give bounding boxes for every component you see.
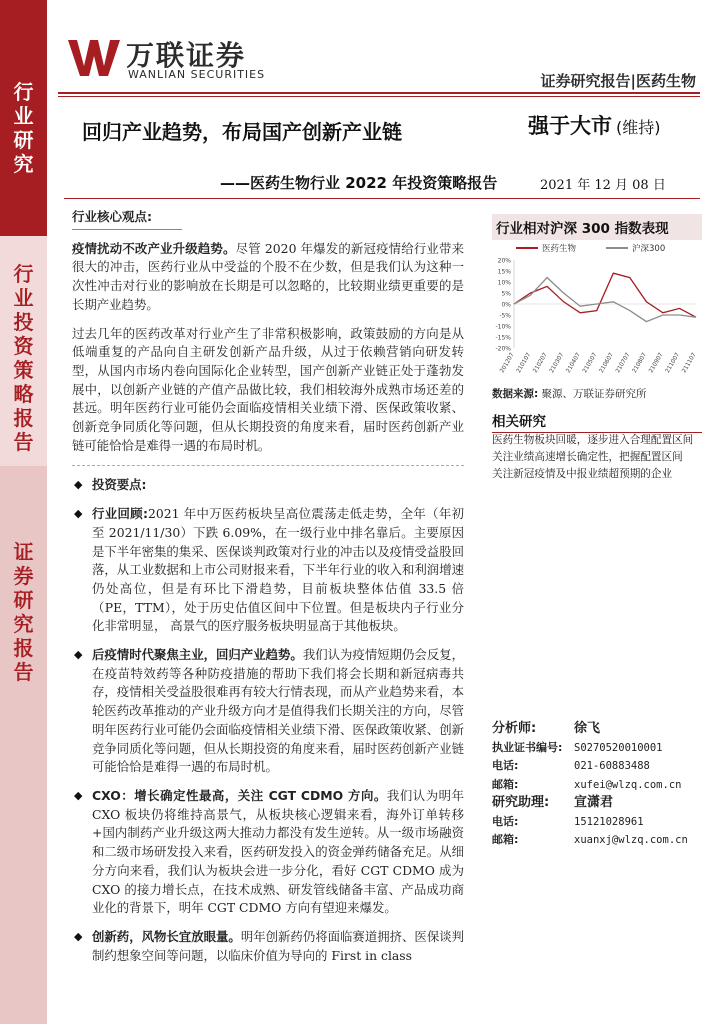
report-date: 2021 年 12 月 08 日 <box>540 178 666 193</box>
related-item[interactable]: 关注业绩高速增长确定性，把握配置区间 <box>492 451 683 463</box>
core-paragraph-1 <box>72 240 464 315</box>
chart-svg <box>492 238 702 378</box>
x-tick-label: 210907 <box>648 352 665 375</box>
analyst-cert-row <box>492 739 702 758</box>
y-tick-label: 0% <box>501 301 511 309</box>
core-p1-bold: 疫情扰动不改产业升级趋势。 <box>72 240 236 256</box>
cert-number: S0270520010001 <box>574 741 663 754</box>
assistant-name: 宣潇君 <box>574 795 614 810</box>
bullet-4-bold: 创新药，风物长宜放眼量。 <box>92 928 241 944</box>
x-tick-label: 211107 <box>681 352 698 375</box>
y-tick-label: -15% <box>495 334 511 342</box>
series-line <box>514 273 696 317</box>
x-tick-label: 210307 <box>549 352 566 375</box>
x-tick-label: 211007 <box>664 352 682 375</box>
cert-label: 执业证书编号: <box>492 740 563 754</box>
bullet-1-text: 2021 年中万医药板块呈高位震荡走低走势，全年（年初至 2021/11/30）下跌 6.09%，在一级行业中排名靠后。主要原因是下半年密集的集采、医保谈判政策对行业的冲击以及疫情受益股回落，从工业数据和上市公司财报来看，下半年行业的收入和利润增速仍处高位，但是有环比下滑趋势，目前板块整体估值 33.5 倍（PE，TTM），处于历史估值区间中下位置。但是板块内子行业分化非常明显， 高景气的医疗服务板块明显高于其他板块。 <box>92 506 464 634</box>
y-tick-label: 5% <box>501 290 511 298</box>
legend-label: 沪深300 <box>632 244 666 254</box>
sidebar-label-report: 证 券 研 究 报 告 <box>13 540 34 684</box>
chart-heading: 行业相对沪深 300 指数表现 <box>492 214 702 240</box>
x-tick-label: 210407 <box>565 352 582 375</box>
core-p1-text: 尽管 2020 年爆发的新冠疫情给行业带来很大的冲击，医药行业从中受益的个股不在少数，但是我们认为这种一次性冲击对行业的影响放在长期是可以忽略的，比较期业绩更重要的是长期产业趋势。 <box>72 240 464 312</box>
mail-label: 邮箱: <box>492 777 519 791</box>
header-rule <box>58 92 700 94</box>
related-research-list <box>492 432 702 483</box>
analyst-mail-row <box>492 776 702 795</box>
analyst-tel-row <box>492 757 702 776</box>
y-tick-label: 15% <box>497 268 511 276</box>
analyst-info <box>492 720 702 850</box>
x-tick-label: 201207 <box>499 352 516 375</box>
x-tick-label: 210507 <box>582 352 599 375</box>
bullet-4-text: 明年创新药仍将面临赛道拥挤、医保谈判制约想象空间等问题，以临床价值为导向的 First in class <box>92 928 465 963</box>
y-tick-label: 20% <box>497 257 511 265</box>
assistant-tel-row <box>492 813 702 832</box>
y-tick-label: -20% <box>495 345 511 353</box>
logo-english-name: WANLIAN SECURITIES <box>128 68 266 81</box>
document-type: 证券研究报告|医药生物 <box>540 72 696 90</box>
invest-heading <box>72 476 464 495</box>
report-title: 回归产业趋势，布局国产创新产业链 <box>82 120 402 144</box>
relative-performance-chart <box>492 238 702 378</box>
rating-note: (维持) <box>616 118 661 137</box>
y-tick-label: -5% <box>499 312 511 320</box>
y-tick-label: 10% <box>497 279 511 287</box>
title-rule <box>64 198 700 199</box>
bullet-post-pandemic <box>72 646 464 777</box>
logo-chinese-name: 万联证券 <box>126 39 247 72</box>
main-content <box>72 208 464 975</box>
bullet-cxo <box>72 787 464 918</box>
core-paragraph-2: 过去几年的医药改革对行业产生了非常积极影响，政策鼓励的方向是从低端重复的产品向自主研发创新产品升级，从过于依赖营销向研发转型，从国内市场内卷向国际化企业转型，国产创新产业链正处于蓬勃发展中，以创新产业链的产值产品做比较，我们相较海外成熟市场还差的甚远。明年医药行业可能仍会面临疫情相关业绩下滑、医保政策收紧、创新竞争同质化等问题，但从长期投资的角度来看，届时医药创新产业链可能恰恰是难得一遇的布局时机。 <box>72 325 464 453</box>
bullet-industry-review <box>72 505 464 636</box>
core-heading: 行业核心观点: <box>72 208 182 230</box>
x-tick-label: 210107 <box>516 352 533 375</box>
bullet-2-bold: 后疫情时代聚焦主业，回归产业趋势。 <box>92 647 303 663</box>
bullet-innovative-drugs <box>72 928 464 965</box>
left-sidebar <box>0 0 47 1024</box>
industry-rating <box>528 110 661 140</box>
header-rule-thin <box>58 96 700 97</box>
y-tick-label: -10% <box>495 323 511 331</box>
analyst-name-row <box>492 720 702 739</box>
legend-label: 医药生物 <box>542 244 577 254</box>
bullet-3-text: 我们认为明年 CXO 板块仍将维持高景气，从板块核心逻辑来看，海外订单转移+国内制药产业升级这两大推动力都没有发生逆转。从一级市场融资和二级市场研发投入来看，医药研发投入的资金弹药储备充足。从细分方向来看，我们认为板块会进一步分化，看好 CGT CDMO 成为 CXO 的接力增长点，在技术成熟、研发管线储备丰富、产品成功商业化的背景下，明年 CGT CDMO 方向有望迎来爆发。 <box>92 787 465 916</box>
x-tick-label: 210807 <box>631 352 649 375</box>
report-subtitle: ——医药生物行业 2022 年投资策略报告 <box>220 174 498 192</box>
bullet-2-text: 我们认为疫情短期仍会反复，在疫苗特效药等各种防疫措施的帮助下我们将会长期和新冠病毒共存，疫情相关受益股很难再有较大行情表现，而从产业趋势来看，本轮医药改革推动的产业升级方向才是值得我们长期关注的方向，尽管明年医药行业可能仍会面临疫情相关业绩下滑、医保政策收紧、创新竞争同质化等问题，但从长期投资的角度来看，届时医药创新产业链可能恰恰是难得一遇的布局时机。 <box>92 647 465 775</box>
assistant-name-row <box>492 794 702 813</box>
invest-heading-text: 投资要点: <box>92 477 147 493</box>
x-tick-label: 210707 <box>615 352 632 375</box>
assistant-label: 研究助理: <box>492 795 550 810</box>
assistant-tel-label: 电话: <box>492 814 519 828</box>
analyst-label: 分析师: <box>492 721 537 736</box>
source-text: 聚源、万联证券研究所 <box>541 388 647 400</box>
rating-value: 强于大市 <box>528 114 612 138</box>
tel-label: 电话: <box>492 759 519 772</box>
source-label: 数据来源: <box>492 388 539 400</box>
sidebar-label-strategy: 行 业 投 资 策 略 报 告 <box>13 262 34 454</box>
sidebar-label-research: 行 业 研 究 <box>13 80 34 176</box>
section-divider <box>72 465 464 466</box>
analyst-name: 徐飞 <box>574 721 601 736</box>
related-item[interactable]: 医药生物板块回暖，逐步进入合理配置区间 <box>492 434 694 446</box>
assistant-mail-row <box>492 831 702 850</box>
analyst-tel: 021-60883488 <box>574 760 650 772</box>
related-item[interactable]: 关注新冠疫情及中报业绩超预期的企业 <box>492 468 673 480</box>
bullet-1-bold: 行业回顾: <box>92 506 148 522</box>
bullet-3-bold: CXO：增长确定性最高，关注 CGT CDMO 方向。 <box>92 787 387 803</box>
series-line <box>514 278 696 322</box>
x-tick-label: 210607 <box>598 352 616 375</box>
assistant-email[interactable]: xuanxj@wlzq.com.cn <box>574 834 688 846</box>
wanlian-logo-icon <box>68 36 120 78</box>
analyst-email[interactable]: xufei@wlzq.com.cn <box>574 778 682 791</box>
assistant-mail-label: 邮箱: <box>492 833 519 846</box>
related-research-heading: 相关研究 <box>492 410 702 433</box>
assistant-tel: 15121028961 <box>574 815 644 828</box>
chart-source <box>492 386 702 401</box>
x-tick-label: 210207 <box>532 352 549 375</box>
